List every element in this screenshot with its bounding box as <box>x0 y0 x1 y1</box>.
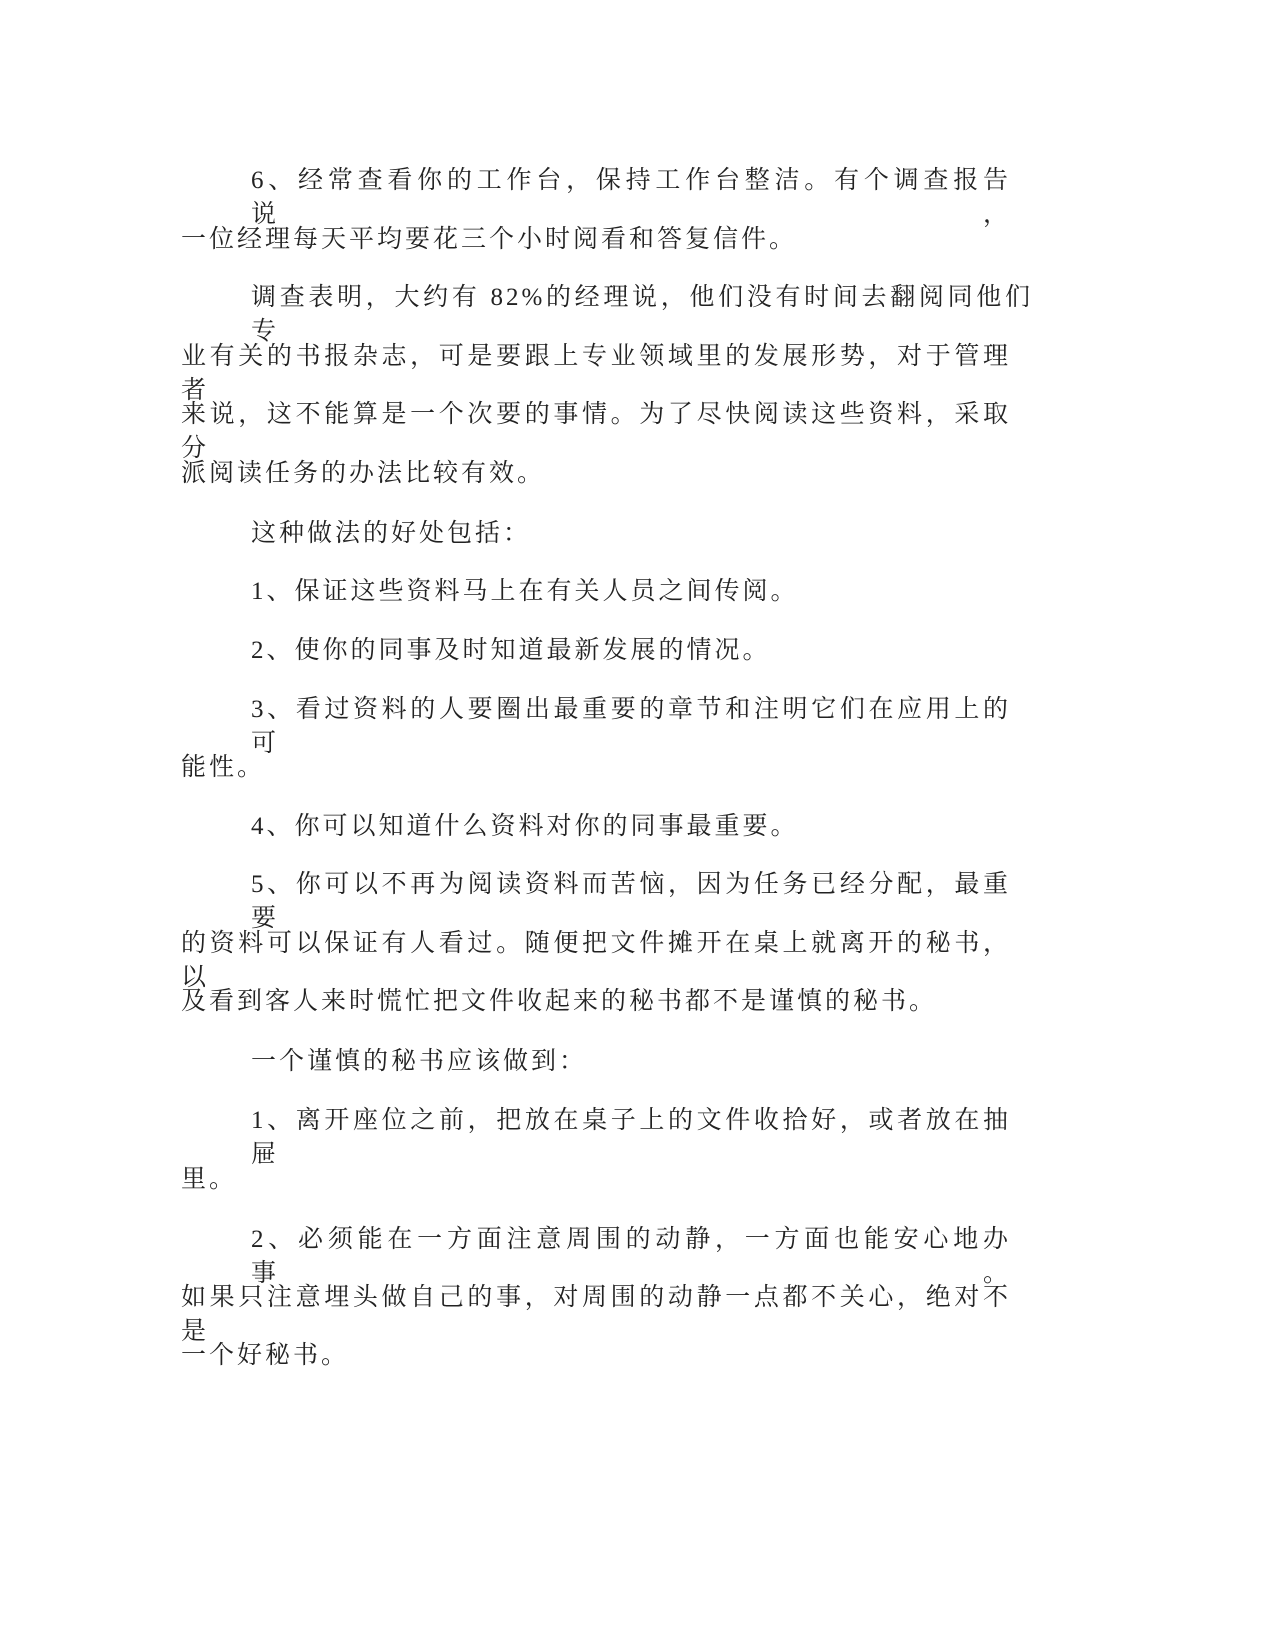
paragraph-line: 能性。 <box>181 754 266 781</box>
paragraph-line: 调查表明，大约有 82%的经理说，他们没有时间去翻阅同他们专 <box>251 284 1033 345</box>
paragraph-line: 派阅读任务的办法比较有效。 <box>181 460 546 487</box>
paragraph-line: 6、经常查看你的工作台，保持工作台整洁。有个调查报告说， <box>251 167 1011 228</box>
list-item: 4、你可以知道什么资料对你的同事最重要。 <box>251 813 799 840</box>
list-item: 1、离开座位之前，把放在桌子上的文件收拾好，或者放在抽屉 <box>251 1107 1011 1168</box>
list-item: 3、看过资料的人要圈出最重要的章节和注明它们在应用上的可 <box>251 696 1011 757</box>
paragraph-line: 里。 <box>181 1166 238 1193</box>
paragraph-line: 如果只注意埋头做自己的事，对周围的动静一点都不关心，绝对不是 <box>181 1284 1011 1345</box>
paragraph-line: 及看到客人来时慌忙把文件收起来的秘书都不是谨慎的秘书。 <box>181 988 938 1015</box>
paragraph-line: 这种做法的好处包括： <box>251 520 532 547</box>
paragraph-line: 一个好秘书。 <box>181 1342 350 1369</box>
list-item: 5、你可以不再为阅读资料而苦恼，因为任务已经分配，最重要 <box>251 871 1011 932</box>
paragraph-line: 的资料可以保证有人看过。随便把文件摊开在桌上就离开的秘书，以 <box>181 930 1011 991</box>
paragraph-line: 来说，这不能算是一个次要的事情。为了尽快阅读这些资料，采取分 <box>181 401 1011 462</box>
paragraph-line: 一个谨慎的秘书应该做到： <box>251 1048 588 1075</box>
paragraph-line: 业有关的书报杂志，可是要跟上专业领域里的发展形势，对于管理者 <box>181 343 1011 404</box>
list-item: 2、使你的同事及时知道最新发展的情况。 <box>251 637 771 664</box>
list-item: 1、保证这些资料马上在有关人员之间传阅。 <box>251 578 799 605</box>
paragraph-line: 一位经理每天平均要花三个小时阅看和答复信件。 <box>181 226 798 253</box>
list-item: 2、必须能在一方面注意周围的动静，一方面也能安心地办事。 <box>251 1226 1011 1287</box>
